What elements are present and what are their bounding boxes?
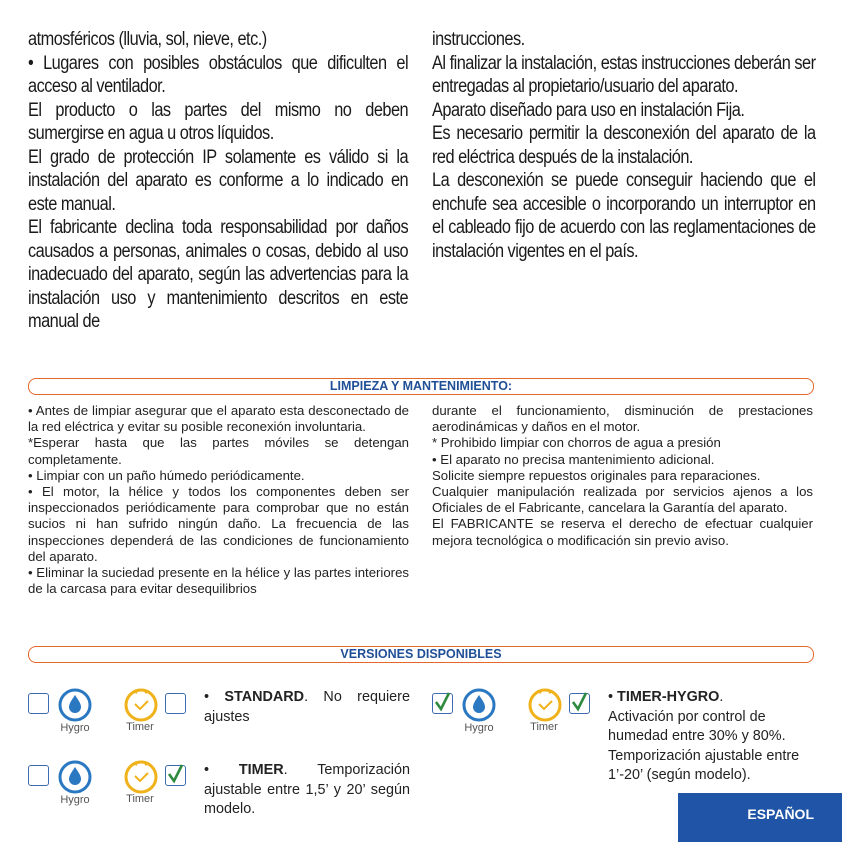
timer-checkbox-checked <box>569 693 590 714</box>
paragraph: Al finalizar la instalación, estas instrucciones deberán ser entregadas al propietario/usuario del aparato. <box>432 52 816 97</box>
hygro-checkbox-checked <box>432 693 453 714</box>
paragraph: El grado de protección IP solamente es válido si la instalación del aparato es conforme a lo indicado en este manual. <box>28 146 409 215</box>
section-title: LIMPIEZA Y MANTENIMIENTO: <box>329 379 513 393</box>
top-right-column <box>432 28 816 263</box>
paragraph: El producto o las partes del mismo no deben sumergirse en agua u otros líquidos. <box>28 99 409 144</box>
paragraph: El fabricante declina toda responsabilidad por daños causados a personas, animales o cosas, debido al uso inadecuado del aparato, según las advertencias para la instalación uso y mantenimiento descritos en este manual de <box>28 217 409 332</box>
version-heading <box>608 688 818 708</box>
water-drop-icon <box>58 760 92 794</box>
checkmark-icon <box>570 692 590 712</box>
paragraph: Es necesario permitir la desconexión del aparato de la red eléctrica después de la instalación. <box>432 123 816 168</box>
clock-icon <box>124 688 158 722</box>
paragraph: Cualquier manipulación realizada por servicios ajenos a los Oficiales de el Fabricante, cancelara la Garantía del aparato. <box>432 484 813 516</box>
water-drop-icon <box>58 688 92 722</box>
paragraph: • El aparato no precisa mantenimiento adicional. <box>432 451 715 467</box>
paragraph: • Eliminar la suciedad presente en la hélice y las partes interiores de la carcasa para evitar desequilibrios <box>28 565 409 597</box>
language-label: ESPAÑOL <box>747 806 814 822</box>
timer-label: Timer <box>126 793 154 805</box>
paragraph: atmosféricos (lluvia, sol, nieve, etc.) <box>28 29 267 50</box>
timer-checkbox <box>165 693 186 714</box>
timer-icons <box>28 760 198 804</box>
version-text: . Temporización ajustable entre 1,5’ y 20’ según modelo. <box>204 762 410 817</box>
checkmark-icon <box>433 692 453 712</box>
paragraph: Aparato diseñado para uso en instalación Fija. <box>432 99 745 121</box>
water-drop-icon <box>462 688 496 722</box>
paragraph: La desconexión se puede conseguir haciendo que el enchufe sea accesible o incorporando un interruptor en el cableado fijo de acuerdo con las reglamentaciones de instalación vigentes en el país. <box>432 170 816 262</box>
bullet: • <box>204 762 239 778</box>
version-text: . No requiere ajustes <box>204 689 410 725</box>
version-name: STANDARD <box>224 689 305 705</box>
bullet: • <box>608 689 618 705</box>
cleaning-right-column <box>432 403 813 549</box>
paragraph: instrucciones. <box>432 29 525 50</box>
paragraph: * Prohibido limpiar con chorros de agua a presión <box>432 435 721 451</box>
timer-checkbox-checked <box>165 765 186 786</box>
version-detail: Activación por control de humedad entre 30% y 80%. <box>608 708 786 744</box>
section-title: VERSIONES DISPONIBLES <box>340 647 502 661</box>
paragraph: • Antes de limpiar asegurar que el aparato esta desconectado de la red eléctrica y evitar su posible reconexión involuntaria. <box>28 403 409 435</box>
paragraph: • El motor, la hélice y todos los componentes deben ser inspeccionados periódicamente para comprobar que no están sucios ni han sufrido ningún daño. La frecuencia de las inspecciones dependerá de las condiciones de funcionamiento del aparato. <box>28 484 409 564</box>
standard-icons <box>28 688 198 732</box>
paragraph: • Limpiar con un paño húmedo periódicamente. <box>28 467 305 483</box>
cleaning-left-column <box>28 403 409 597</box>
paragraph: *Esperar hasta que las partes móviles se detengan completamente. <box>28 435 409 467</box>
bullet: • <box>204 689 225 705</box>
timer-label: Timer <box>126 721 154 733</box>
clock-icon <box>528 688 562 722</box>
paragraph: durante el funcionamiento, disminución de prestaciones aerodinámicas y daños en el motor. <box>432 403 813 435</box>
hygro-label: Hygro <box>60 794 90 806</box>
hygro-label: Hygro <box>60 722 90 734</box>
version-detail: Temporización ajustable entre 1’-20’ (según modelo). <box>608 747 800 783</box>
paragraph: Solicite siempre repuestos originales para reparaciones. <box>432 467 761 483</box>
hygro-label: Hygro <box>464 722 494 734</box>
paragraph: • Lugares con posibles obstáculos que dificulten el acceso al ventilador. <box>28 52 409 97</box>
version-name: TIMER-HYGRO <box>617 689 720 705</box>
version-standard <box>204 688 410 727</box>
checkmark-icon <box>166 764 186 784</box>
timer-label: Timer <box>530 721 558 733</box>
hygro-checkbox <box>28 693 49 714</box>
cleaning-section-header <box>28 378 814 395</box>
version-timer-hygro <box>608 688 818 786</box>
hygro-checkbox <box>28 765 49 786</box>
timer-hygro-icons <box>432 688 602 732</box>
language-tab <box>678 793 842 842</box>
version-timer <box>204 761 410 820</box>
versions-section-header <box>28 646 814 663</box>
paragraph: El FABRICANTE se reserva el derecho de efectuar cualquier mejora tecnológica o modificación sin previo aviso. <box>432 516 813 548</box>
version-name: TIMER <box>238 762 284 778</box>
clock-icon <box>124 760 158 794</box>
version-text: . <box>719 689 724 705</box>
top-left-column <box>28 28 408 334</box>
